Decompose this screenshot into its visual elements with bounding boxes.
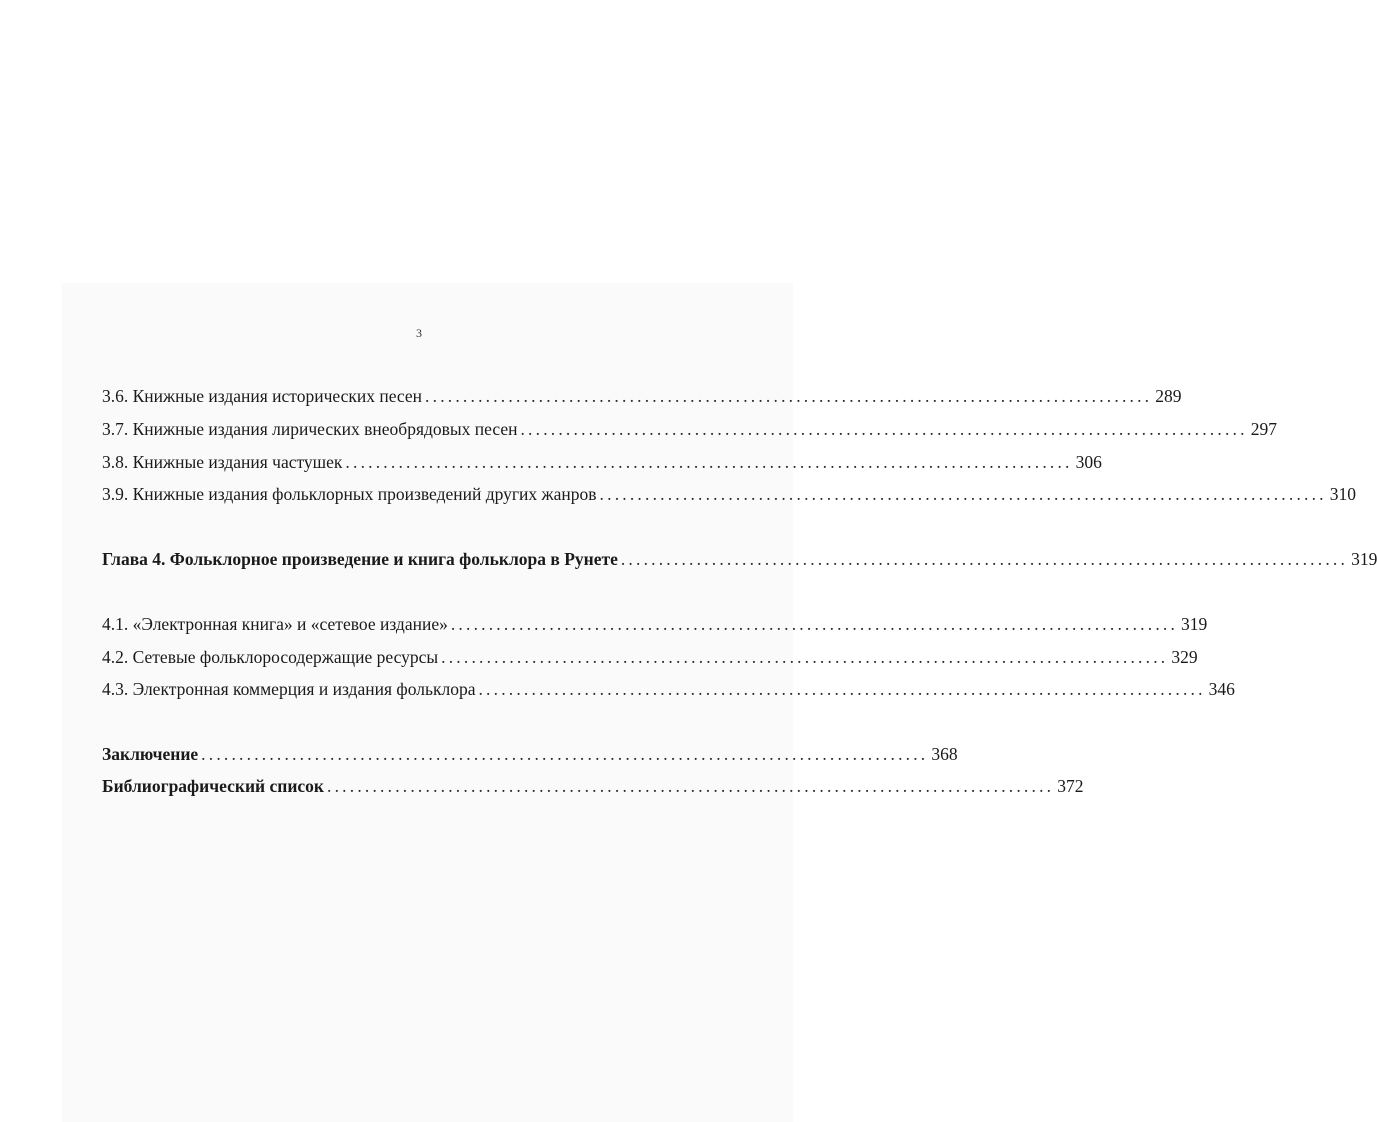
- toc-dot-leader: ................................................................................................: [620, 549, 1349, 569]
- toc-entry-title: 3.9. Книжные издания фольклорных произведений других жанров: [102, 484, 597, 504]
- toc-entry-page: 368: [931, 744, 958, 764]
- toc-dot-leader: ................................................................................................: [345, 452, 1073, 472]
- toc-entry-page: 310: [1329, 484, 1356, 504]
- toc-entry-title: Глава 4. Фольклорное произведение и книга фольклора в Рунете: [102, 549, 618, 569]
- toc-entry-title: 4.2. Сетевые фольклоросодержащие ресурсы: [102, 647, 439, 667]
- toc-entry-title: 4.1. «Электронная книга» и «сетевое издание»: [102, 614, 448, 634]
- toc-entry-4-1: [102, 612, 1208, 636]
- toc-entry-page: 319: [1181, 614, 1208, 634]
- toc-dot-leader: ................................................................................................: [201, 744, 929, 764]
- page-number: 3: [416, 326, 422, 340]
- toc-dot-leader: ................................................................................................: [425, 386, 1153, 406]
- scanned-page-area: [62, 283, 793, 1122]
- toc-entry-4-2: [102, 645, 1198, 669]
- toc-entry-title: Библиографический список: [102, 776, 325, 796]
- toc-dot-leader: ................................................................................................: [599, 484, 1327, 504]
- toc-entry-title: 3.6. Книжные издания исторических песен: [102, 386, 423, 406]
- toc-entry-bibliography: [102, 774, 1084, 798]
- toc-entry-3-9: [102, 482, 1356, 506]
- toc-entry-page: 306: [1075, 452, 1102, 472]
- toc-entry-3-8: [102, 450, 1102, 474]
- toc-dot-leader: ................................................................................................: [327, 776, 1055, 796]
- toc-entry-conclusion: [102, 742, 958, 766]
- toc-entry-title: 3.8. Книжные издания частушек: [102, 452, 343, 472]
- toc-dot-leader: ................................................................................................: [520, 419, 1248, 439]
- toc-entry-title: 4.3. Электронная коммерция и издания фольклора: [102, 679, 476, 699]
- toc-entry-chapter-4: [102, 547, 1377, 571]
- toc-entry-4-3: [102, 677, 1235, 701]
- toc-entry-3-7: [102, 417, 1277, 441]
- toc-entry-page: 372: [1057, 776, 1084, 796]
- toc-dot-leader: ................................................................................................: [441, 647, 1169, 667]
- toc-dot-leader: ................................................................................................: [478, 679, 1206, 699]
- toc-entry-page: 289: [1155, 386, 1182, 406]
- toc-entry-3-6: [102, 384, 1182, 408]
- toc-entry-title: 3.7. Книжные издания лирических внеобрядовых песен: [102, 419, 518, 439]
- toc-entry-page: 329: [1171, 647, 1198, 667]
- toc-entry-page: 346: [1208, 679, 1235, 699]
- toc-entry-page: 319: [1351, 549, 1377, 569]
- toc-entry-page: 297: [1250, 419, 1277, 439]
- toc-dot-leader: ................................................................................................: [450, 614, 1179, 634]
- toc-entry-title: Заключение: [102, 744, 199, 764]
